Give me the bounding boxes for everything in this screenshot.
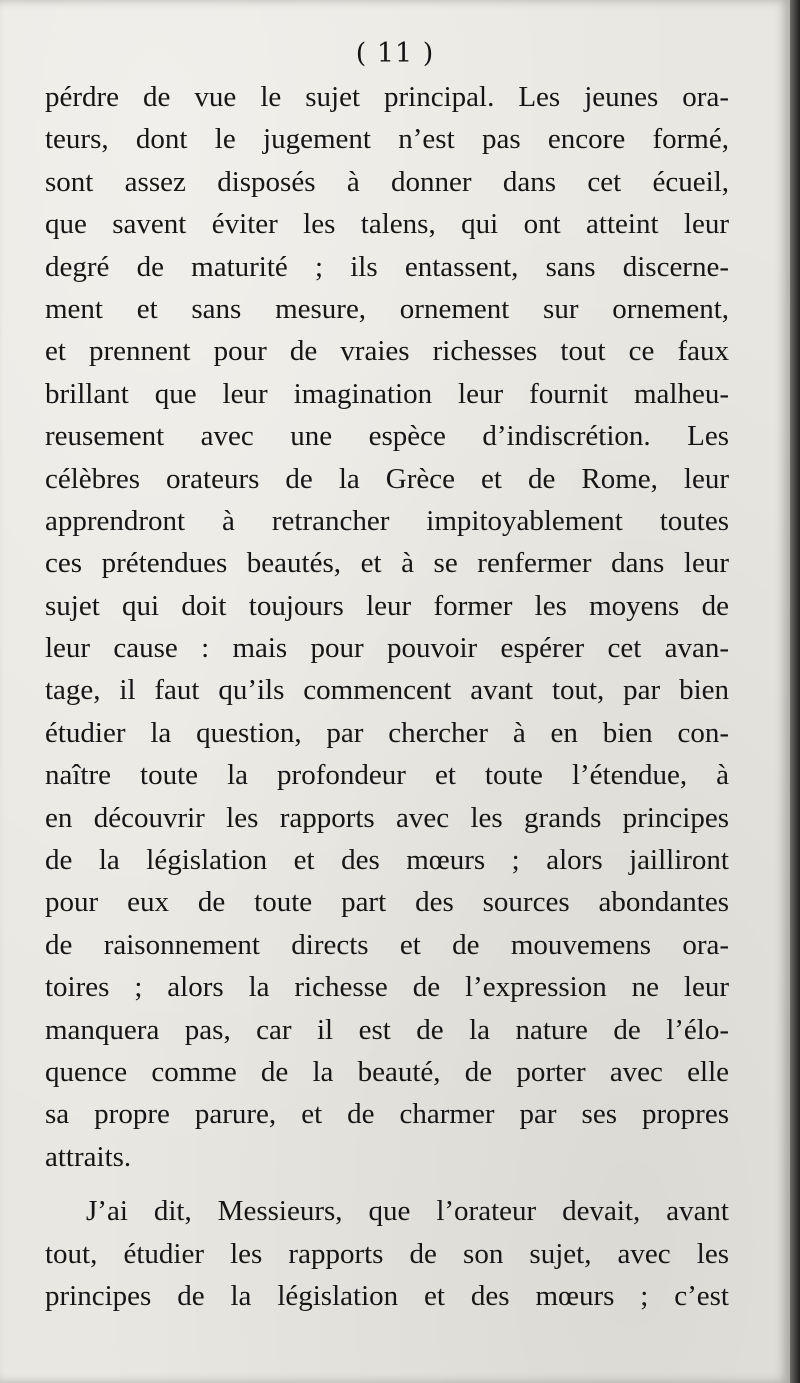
text-line: de raisonnement directs et de mouvemens ora-: [45, 928, 729, 961]
body-text: [45, 76, 729, 1317]
paragraph-gap: [45, 1178, 729, 1190]
text-line: brillant que leur imagination leur fournit malheu-: [45, 377, 729, 410]
page-edge-shadow: [790, 0, 800, 1383]
text-line: quence comme de la beauté, de porter avec elle: [45, 1055, 729, 1088]
text-line: célèbres orateurs de la Grèce et de Rome, leur: [45, 462, 729, 495]
text-line: pour eux de toute part des sources abondantes: [45, 886, 729, 919]
text-line: tout, étudier les rapports de son sujet, avec les: [45, 1237, 729, 1270]
text-line: apprendront à retrancher impitoyablement toutes: [45, 504, 729, 537]
text-line: toires ; alors la richesse de l’expression ne leur: [45, 971, 729, 1004]
text-line: ces prétendues beautés, et à se renfermer dans leur: [45, 547, 729, 580]
text-line: tage, il faut qu’ils commencent avant tout, par bien: [45, 674, 729, 707]
text-line: reusement avec une espèce d’indiscrétion. Les: [45, 420, 729, 453]
text-line: en découvrir les rapports avec les grands principes: [45, 801, 729, 834]
text-line: ment et sans mesure, ornement sur ornement,: [45, 292, 729, 325]
text-line: principes de la législation et des mœurs ; c’est: [45, 1279, 729, 1312]
text-line: leur cause : mais pour pouvoir espérer cet avan-: [45, 632, 729, 665]
text-line: attraits.: [45, 1140, 132, 1173]
paragraph-2: [45, 1190, 729, 1317]
text-line: sont assez disposés à donner dans cet écueil,: [45, 165, 729, 198]
text-line: naître toute la profondeur et toute l’étendue, à: [45, 759, 729, 792]
text-line: pérdre de vue le sujet principal. Les jeunes ora-: [45, 81, 729, 113]
text-line: étudier la question, par chercher à en bien con-: [45, 716, 729, 749]
page-number: ( 11 ): [355, 38, 435, 69]
text-line: sa propre parure, et de charmer par ses propres: [45, 1098, 729, 1131]
text-line: manquera pas, car il est de la nature de l’élo-: [45, 1013, 729, 1046]
text-line: de la législation et des mœurs ; alors jailliront: [45, 844, 729, 877]
text-line: teurs, dont le jugement n’est pas encore formé,: [45, 123, 729, 156]
text-line: sujet qui doit toujours leur former les moyens de: [45, 589, 729, 622]
paragraph-1: [45, 76, 729, 1178]
text-line: que savent éviter les talens, qui ont atteint leur: [45, 208, 729, 241]
text-line: degré de maturité ; ils entassent, sans discerne-: [45, 250, 729, 283]
text-line: et prennent pour de vraies richesses tout ce faux: [45, 335, 729, 368]
text-line: J’ai dit, Messieurs, que l’orateur devait, avant: [86, 1195, 729, 1228]
